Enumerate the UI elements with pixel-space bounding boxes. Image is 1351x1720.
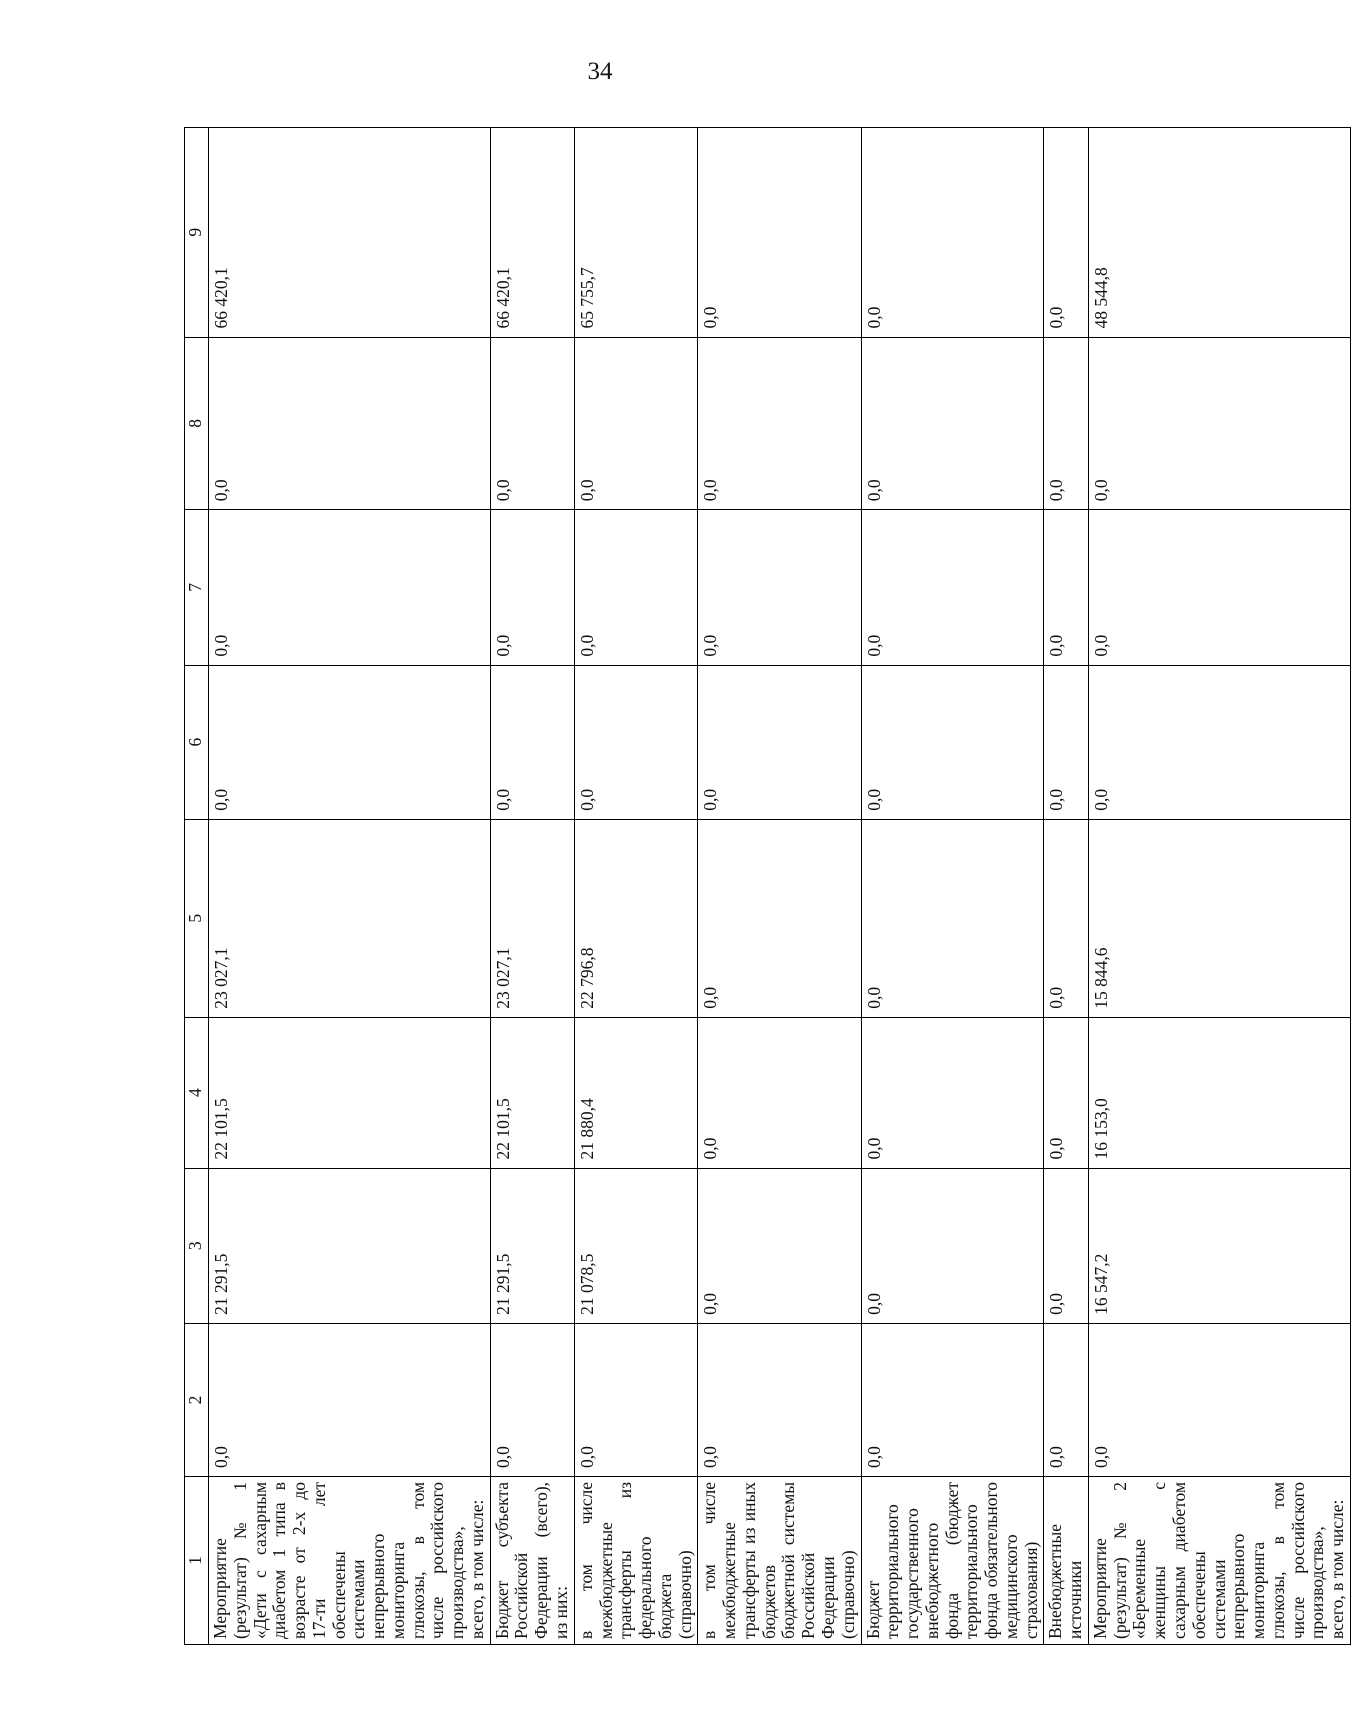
table-cell: 0,0	[698, 510, 861, 665]
row-label: в том числе межбюджетные трансферты из иных бюджетов бюджетной системы Российской Федерации (справочно)	[698, 1476, 861, 1644]
table-cell: 65 755,7	[574, 128, 698, 338]
row-label: в том числе межбюджетные трансферты из федерального бюджета (справочно)	[574, 1476, 698, 1644]
table-cell: 0,0	[861, 1323, 1044, 1476]
table-cell: 0,0	[1088, 665, 1350, 819]
row-label: Бюджет субъекта Российской Федерации (всего), из них:	[490, 1476, 574, 1644]
table-cell: 0,0	[574, 665, 698, 819]
table-cell: 0,0	[574, 1323, 698, 1476]
table-cell: 0,0	[574, 510, 698, 665]
column-header: 2	[185, 1323, 209, 1476]
table-cell: 16 153,0	[1088, 1017, 1350, 1168]
column-header: 3	[185, 1168, 209, 1323]
table-cell: 0,0	[861, 665, 1044, 819]
column-header: 8	[185, 337, 209, 510]
row-label: Бюджет территориального государственного внебюджетного фонда (бюджет территориального фонда обязательного медицинского страхования)	[861, 1476, 1044, 1644]
table-cell: 0,0	[1088, 510, 1350, 665]
column-header: 4	[185, 1017, 209, 1168]
table-cell: 22 101,5	[209, 1017, 491, 1168]
table-cell: 0,0	[490, 665, 574, 819]
column-header: 9	[185, 128, 209, 338]
table-cell: 0,0	[698, 1323, 861, 1476]
table-cell: 0,0	[209, 665, 491, 819]
table-cell: 0,0	[1088, 1323, 1350, 1476]
table-cell: 21 078,5	[574, 1168, 698, 1323]
table-cell: 0,0	[490, 337, 574, 510]
table-cell: 0,0	[698, 665, 861, 819]
table-cell: 22 796,8	[574, 819, 698, 1017]
table-cell: 0,0	[698, 819, 861, 1017]
table-cell: 0,0	[490, 510, 574, 665]
table-cell: 16 547,2	[1088, 1168, 1350, 1323]
table-cell: 21 880,4	[574, 1017, 698, 1168]
table-cell: 0,0	[861, 510, 1044, 665]
rotated-table-container	[184, 127, 1348, 1645]
table-cell: 0,0	[209, 337, 491, 510]
row-label: Мероприятие (результат) № 1 «Дети с сахарным диабетом 1 типа в возрасте от 2-х до 17-ти лет обеспечены системами непрерывного мониторинга глюкозы, в том числе российского производства», всего, в том числе:	[209, 1476, 491, 1644]
table-cell: 0,0	[1088, 337, 1350, 510]
column-header: 5	[185, 819, 209, 1017]
table-cell: 48 544,8	[1088, 128, 1350, 338]
table-cell: 0,0	[574, 337, 698, 510]
table-cell: 0,0	[1044, 819, 1089, 1017]
table-cell: 0,0	[1044, 337, 1089, 510]
table-cell: 0,0	[861, 128, 1044, 338]
table-cell: 0,0	[1044, 1323, 1089, 1476]
table-cell: 0,0	[861, 1168, 1044, 1323]
page-number: 34	[587, 58, 613, 85]
table-cell: 22 101,5	[490, 1017, 574, 1168]
table-cell: 0,0	[861, 1017, 1044, 1168]
table-cell: 0,0	[1044, 665, 1089, 819]
finance-table	[184, 127, 1351, 1645]
table-row	[1088, 128, 1350, 1645]
table-row	[574, 128, 698, 1645]
table-cell: 0,0	[1044, 128, 1089, 338]
table-cell: 0,0	[490, 1323, 574, 1476]
table-cell: 0,0	[209, 510, 491, 665]
table-cell: 0,0	[861, 819, 1044, 1017]
table-cell: 0,0	[698, 1017, 861, 1168]
table-cell: 0,0	[698, 1168, 861, 1323]
table-cell: 0,0	[209, 1323, 491, 1476]
table-cell: 0,0	[1044, 1017, 1089, 1168]
table-cell: 0,0	[1044, 510, 1089, 665]
table-cell: 66 420,1	[490, 128, 574, 338]
table-row	[698, 128, 861, 1645]
row-label: Внебюджетные источники	[1044, 1476, 1089, 1644]
table-cell: 0,0	[1044, 1168, 1089, 1323]
row-label: Мероприятие (результат) № 2 «Беременные женщины с сахарным диабетом обеспечены системами непрерывного мониторинга глюкозы, в том числе российского производства», всего, в том числе:	[1088, 1476, 1350, 1644]
table-cell: 21 291,5	[209, 1168, 491, 1323]
table-row	[861, 128, 1044, 1645]
table-cell: 0,0	[698, 128, 861, 338]
table-cell: 23 027,1	[490, 819, 574, 1017]
table-cell: 23 027,1	[209, 819, 491, 1017]
table-cell: 0,0	[698, 337, 861, 510]
column-header: 7	[185, 510, 209, 665]
table-row	[490, 128, 574, 1645]
table-cell: 66 420,1	[209, 128, 491, 338]
table-row	[209, 128, 491, 1645]
table-row	[1044, 128, 1089, 1645]
header-row	[185, 128, 209, 1645]
table-cell: 0,0	[861, 337, 1044, 510]
table-cell: 21 291,5	[490, 1168, 574, 1323]
column-header: 1	[185, 1476, 209, 1644]
table-cell: 15 844,6	[1088, 819, 1350, 1017]
column-header: 6	[185, 665, 209, 819]
